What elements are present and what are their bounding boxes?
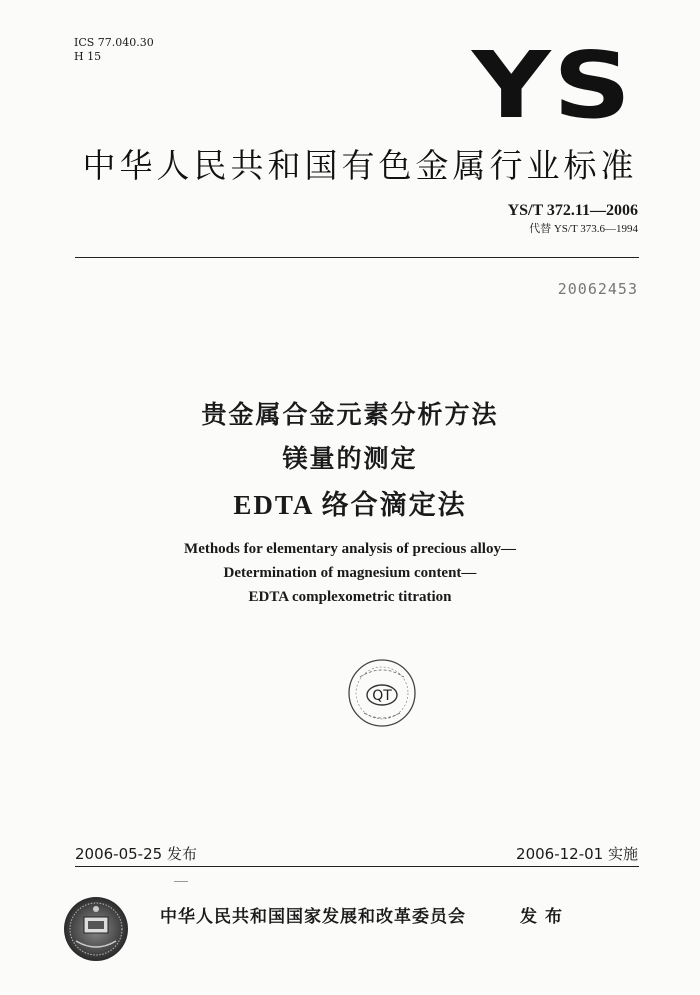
title-en-line2: Determination of magnesium content— [223, 565, 477, 581]
quality-seal-icon [346, 657, 418, 729]
title-zh-line1: 贵金属合金元素分析方法 [201, 400, 499, 429]
stamp-number: 20062453 [557, 280, 638, 298]
organization-title: 中华人民共和国有色金属行业标准 [82, 146, 638, 185]
footer-divider [75, 866, 639, 867]
issuing-authority: 中华人民共和国国家发展和改革委员会 [160, 907, 466, 927]
title-en-line1: Methods for elementary analysis of precious alloy— [184, 541, 516, 557]
title-zh-line3: EDTA 络合滴定法 [233, 490, 467, 520]
issue-label: 发布 [520, 907, 570, 927]
ndrc-emblem-icon [62, 895, 130, 963]
issue-date: 2006-05-25 发布 [75, 845, 197, 863]
classification-codes [74, 36, 154, 64]
ics-code: ICS 77.040.30 [74, 36, 154, 49]
decorative-mark [174, 881, 188, 882]
seal-text: QT [372, 688, 392, 704]
title-en-line3: EDTA complexometric titration [248, 589, 452, 605]
ccs-code: H 15 [74, 50, 102, 63]
header-divider [75, 257, 639, 258]
standard-number: YS/T 372.11—2006 [507, 202, 638, 219]
ys-logo: YS [472, 32, 634, 139]
implement-date: 2006-12-01 实施 [516, 845, 638, 863]
replaces-standard: 代替 YS/T 373.6—1994 [529, 223, 638, 235]
title-zh-line2: 镁量的测定 [282, 444, 418, 473]
